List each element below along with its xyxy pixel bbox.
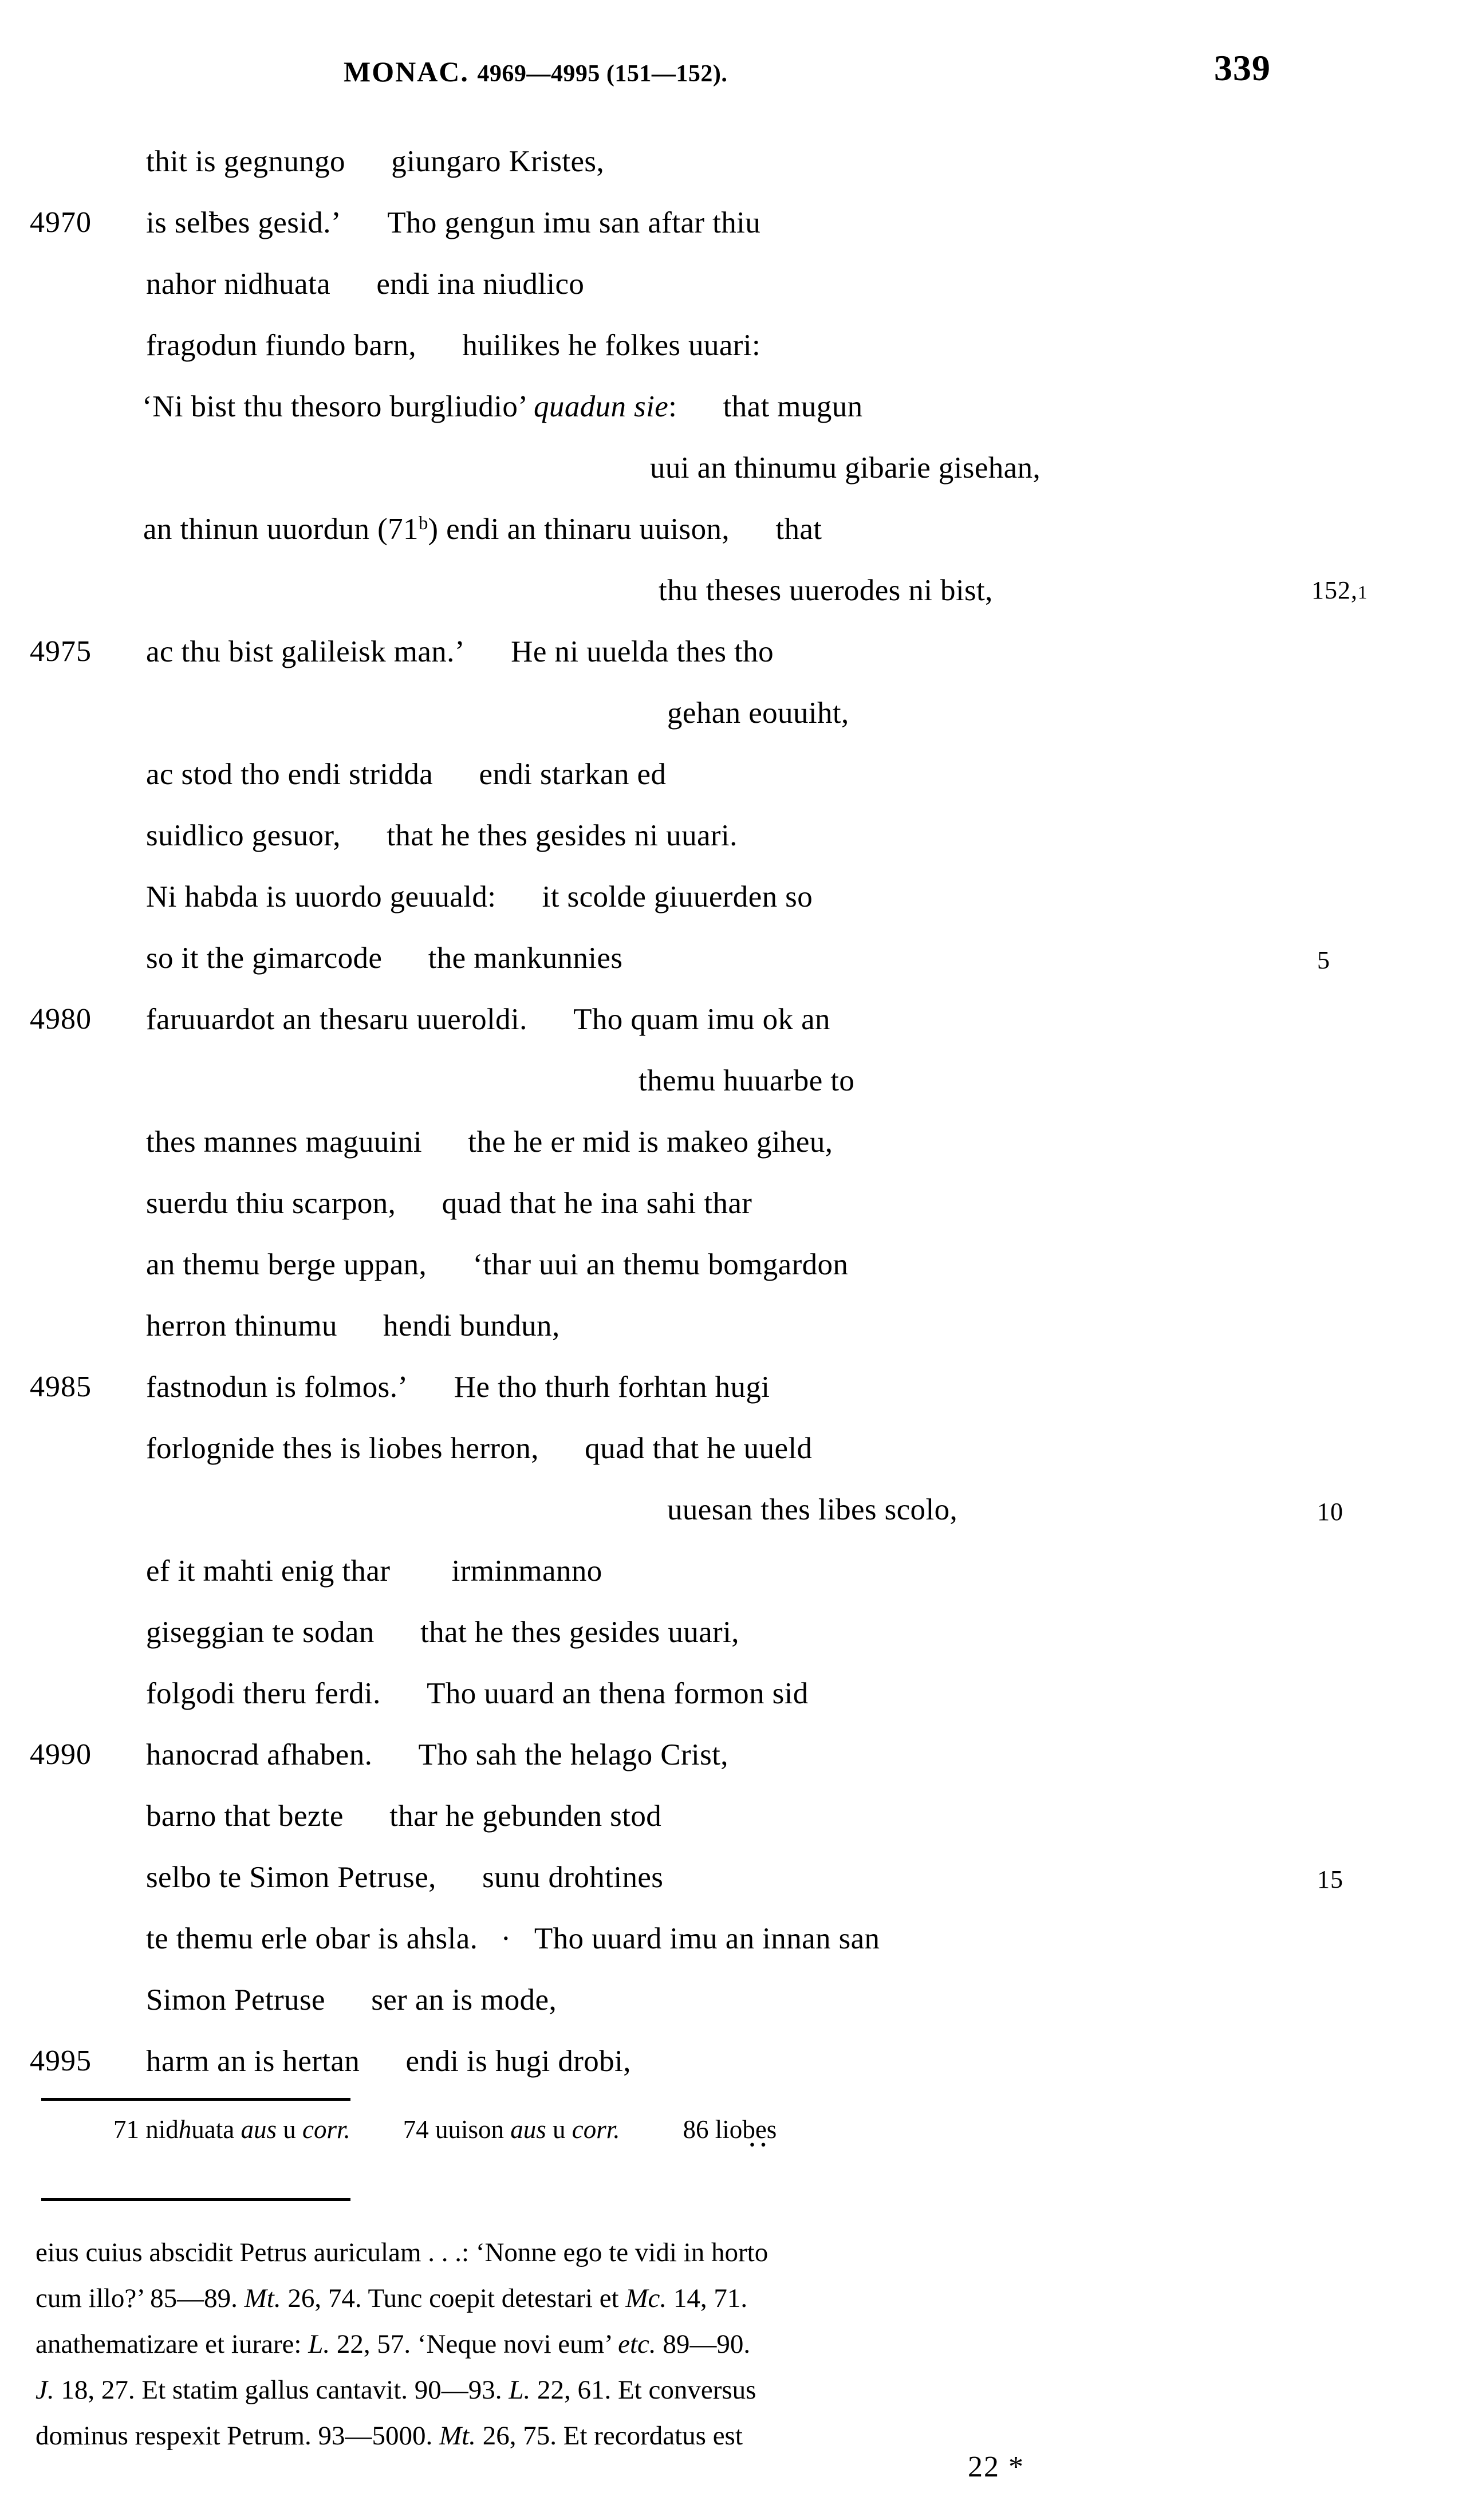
verse-line-number: 4995 <box>30 2045 92 2077</box>
verse-line-number: 4975 <box>30 635 92 668</box>
verse-line <box>0 389 1466 451</box>
verse-line <box>0 1247 1466 1309</box>
verse-line <box>0 206 1466 267</box>
verse-line-text: ef it mahti enig thar irminmanno <box>146 1554 602 1588</box>
verse-line-text: ac thu bist galileisk man.’ He ni uuelda thes tho <box>146 635 774 668</box>
verse-line-number: 4970 <box>30 206 92 239</box>
verse-line-text: is selƀes gesid.’ Tho gengun imu san aftar thiu <box>146 206 761 239</box>
verse-line-text: faruuardot an thesaru uueroldi. Tho quam imu ok an <box>146 1003 830 1036</box>
verse-line-text: folgodi theru ferdi. Tho uuard an thena formon sid <box>146 1677 809 1710</box>
verse-line-text: thes mannes maguuini the he er mid is makeo giheu, <box>146 1125 833 1159</box>
latin-note-row: J. 18, 27. Et statim gallus cantavit. 90—93. L. 22, 61. Et conversus <box>36 2375 756 2405</box>
verse-line-text: selbo te Simon Petruse, sunu drohtines <box>146 1861 664 1894</box>
verse-line-text: uuesan thes libes scolo, <box>667 1493 958 1526</box>
running-head-title: MONAC. 4969—4995 (151—152). <box>344 56 728 88</box>
verse-line-text: Ni habda is uuordo geuuald: it scolde giuuerden so <box>146 880 813 914</box>
verse-line <box>0 880 1466 941</box>
verse-line-text: hanocrad afhaben. Tho sah the helago Crist, <box>146 1738 728 1771</box>
verse-line <box>0 1125 1466 1186</box>
verse-line <box>0 818 1466 880</box>
apparatus-rule-top <box>41 2098 350 2101</box>
verse-line <box>0 1064 1466 1125</box>
verse-line-text: giseggian te sodan that he thes gesides uuari, <box>146 1616 739 1649</box>
margin-reference: 10 <box>1317 1498 1343 1526</box>
verse-block <box>0 144 1466 2105</box>
verse-line <box>0 1493 1466 1554</box>
verse-line <box>0 1799 1466 1860</box>
verse-line-text: ac stod tho endi stridda endi starkan ed <box>146 758 667 791</box>
verse-line-number: 4980 <box>30 1003 92 1035</box>
verse-line-text: barno that bezte thar he gebunden stod <box>146 1800 662 1833</box>
verse-line-text: Simon Petruse ser an is mode, <box>146 1983 557 2017</box>
verse-line <box>0 1309 1466 1370</box>
verse-line <box>0 1370 1466 1431</box>
verse-line-text: nahor nidhuata endi ina niudlico <box>146 267 585 301</box>
verse-line <box>0 144 1466 206</box>
latin-note-row: anathematizare et iurare: L. 22, 57. ‘Neque novi eum’ etc. 89—90. <box>36 2329 751 2359</box>
verse-line-text: thu theses uuerodes ni bist, <box>659 574 993 607</box>
margin-reference: 152,1 <box>1311 576 1368 604</box>
verse-line <box>0 1186 1466 1247</box>
verse-line <box>0 1554 1466 1615</box>
verse-line <box>0 573 1466 635</box>
apparatus-line: 71 nidhuata aus u corr. 74 uuison aus u corr. 86 liobes ·· <box>113 2115 777 2144</box>
verse-line-text: an thinun uuordun (71$^b$) endi an thinaru uuison, that <box>143 513 822 546</box>
verse-line-text: suidlico gesuor, that he thes gesides ni uuari. <box>146 819 738 852</box>
verse-line <box>0 328 1466 389</box>
verse-line-text: suerdu thiu scarpon, quad that he ina sahi thar <box>146 1187 752 1220</box>
latin-source-notes <box>36 2230 1421 2459</box>
verse-line <box>0 757 1466 818</box>
verse-line-text: ‘Ni bist thu thesoro burgliudio’ quadun sie: that mugun <box>142 390 863 423</box>
verse-line <box>0 1676 1466 1738</box>
verse-line-text: themu huuarbe to <box>639 1064 855 1097</box>
verse-line-text: harm an is hertan endi is hugi drobi, <box>146 2045 631 2078</box>
verse-line-text: forlognide thes is liobes herron, quad that he uueld <box>146 1432 813 1465</box>
verse-line-text: fragodun fiundo barn, huilikes he folkes uuari: <box>146 329 761 362</box>
verse-line <box>0 1983 1466 2044</box>
verse-line-text: herron thinumu hendi bundun, <box>146 1309 560 1342</box>
verse-line-text: te themu erle obar is ahsla. · Tho uuard imu an innan san <box>146 1922 880 1955</box>
verse-line <box>0 1002 1466 1064</box>
verse-line-number: 4985 <box>30 1371 92 1403</box>
raised-dot-mark <box>478 1922 496 1956</box>
verse-line-text: uui an thinumu gibarie gisehan, <box>650 451 1041 485</box>
verse-line-text: gehan eouuiht, <box>667 696 849 730</box>
latin-note-row: dominus respexit Petrum. 93—5000. Mt. 26, 75. Et recordatus est <box>36 2421 743 2451</box>
verse-line <box>0 1615 1466 1676</box>
verse-line <box>0 267 1466 328</box>
verse-line <box>0 2044 1466 2105</box>
verse-line-text: thit is gegnungo giungaro Kristes, <box>146 145 605 178</box>
verse-line <box>0 512 1466 573</box>
latin-note-row: eius cuius abscidit Petrus auriculam . . .: ‘Nonne ego te vidi in horto <box>36 2238 769 2267</box>
verse-line <box>0 635 1466 696</box>
folio-number: 339 <box>1214 48 1271 88</box>
running-head <box>0 48 1466 107</box>
verse-line <box>0 1431 1466 1493</box>
verse-line-text: so it the gimarcode the mankunnies <box>146 942 623 975</box>
apparatus-rule-bottom <box>41 2198 350 2201</box>
verse-line-text: fastnodun is folmos.’ He tho thurh forhtan hugi <box>146 1371 770 1404</box>
margin-reference: 15 <box>1317 1865 1343 1893</box>
margin-reference: 5 <box>1317 946 1330 974</box>
verse-line <box>0 1860 1466 1922</box>
verse-line-number: 4990 <box>30 1738 92 1771</box>
gathering-signature: 22 * <box>968 2451 1024 2483</box>
verse-line <box>0 1922 1466 1983</box>
latin-note-row: cum illo?’ 85—89. Mt. 26, 74. Tunc coepit detestari et Mc. 14, 71. <box>36 2283 748 2313</box>
verse-line <box>0 696 1466 757</box>
verse-line <box>0 1738 1466 1799</box>
verse-line-text: an themu berge uppan, ‘thar uui an themu bomgardon <box>146 1248 849 1281</box>
verse-line <box>0 451 1466 512</box>
verse-line <box>0 941 1466 1002</box>
